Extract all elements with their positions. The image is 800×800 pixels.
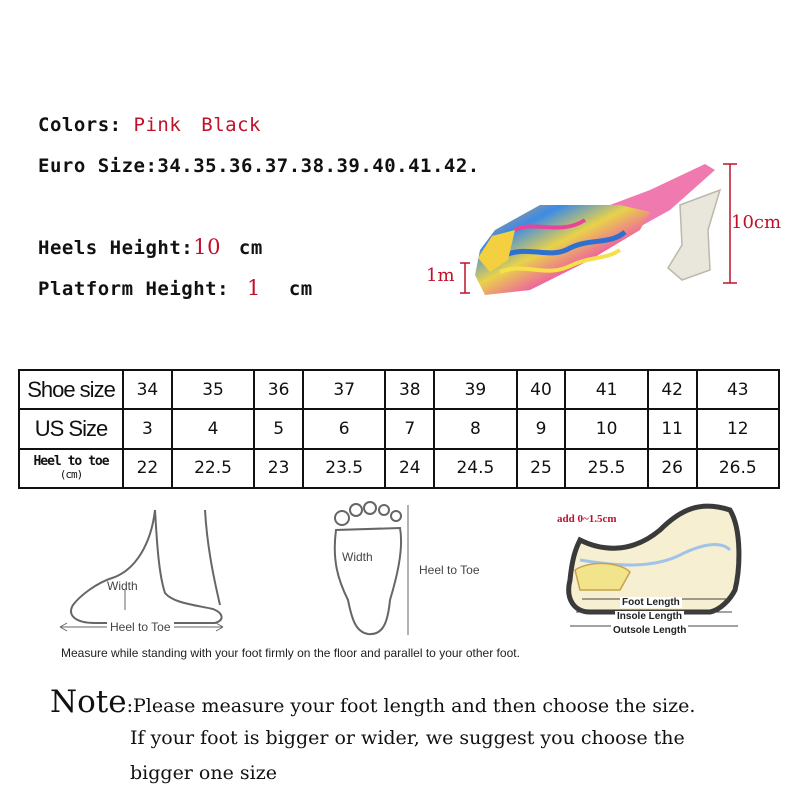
us-size-cell: 10 — [565, 409, 647, 448]
heel-to-toe-cell: 23 — [254, 449, 303, 488]
platform-height-unit: cm — [288, 278, 313, 300]
heel-to-toe-cell: 25 — [517, 449, 566, 488]
shoe-size-cell: 42 — [648, 370, 697, 409]
colors-line — [38, 114, 261, 136]
diagram-heel-to-toe-label-1: Heel to Toe — [107, 620, 174, 634]
row-header-shoe-size: Shoe size — [19, 370, 123, 409]
outsole-length-label: Outsole Length — [613, 625, 687, 636]
foot-length-label: Foot Length — [622, 597, 680, 608]
heel-to-toe-cell: 25.5 — [565, 449, 647, 488]
us-size-cell: 9 — [517, 409, 566, 448]
diagram-width-label-1: Width — [107, 579, 138, 593]
heel-height-label: Heels Height: — [38, 237, 194, 259]
heel-to-toe-cell: 24.5 — [434, 449, 516, 488]
diagram-width-label-2: Width — [342, 550, 373, 564]
heel-height-measure-label: 10cm — [731, 212, 782, 233]
us-size-cell: 5 — [254, 409, 303, 448]
row-header-us-size: US Size — [19, 409, 123, 448]
heel-to-toe-cell: 26.5 — [697, 449, 779, 488]
size-chart-table — [18, 369, 780, 489]
shoe-size-cell: 35 — [172, 370, 254, 409]
us-size-cell: 8 — [434, 409, 516, 448]
insole-length-label: Insole Length — [617, 611, 682, 622]
heel-to-toe-cell: 23.5 — [303, 449, 385, 488]
shoe-size-cell: 43 — [697, 370, 779, 409]
row-header-heel-to-toe — [19, 449, 123, 488]
platform-height-line — [38, 276, 313, 300]
shoe-size-row — [19, 370, 779, 409]
platform-height-value: 1 — [246, 276, 261, 300]
heel-height-value: 10 — [193, 235, 221, 259]
heel-to-toe-cell: 24 — [385, 449, 434, 488]
us-size-cell: 6 — [303, 409, 385, 448]
color-black: Black — [201, 114, 261, 136]
shoe-size-cell: 41 — [565, 370, 647, 409]
euro-size-line — [38, 155, 480, 177]
note-label: Note — [50, 684, 127, 720]
add-allowance-label: add 0~1.5cm — [557, 513, 617, 525]
diagram-heel-to-toe-label-2: Heel to Toe — [419, 563, 480, 577]
euro-size-values: 34.35.36.37.38.39.40.41.42. — [157, 155, 480, 177]
note-colon: : — [126, 695, 133, 717]
measure-instruction: Measure while standing with your foot firmly on the floor and parallel to your other foot. — [61, 646, 520, 660]
heel-height-line — [38, 235, 263, 259]
shoe-size-cell: 40 — [517, 370, 566, 409]
us-size-cell: 11 — [648, 409, 697, 448]
heel-height-unit: cm — [238, 237, 263, 259]
platform-height-label: Platform Height: — [38, 278, 230, 300]
heel-to-toe-row — [19, 449, 779, 488]
colors-label: Colors: — [38, 114, 122, 136]
heel-to-toe-unit: (cm) — [59, 468, 83, 482]
us-size-row — [19, 409, 779, 448]
note-text-1: Please measure your foot length and then choose the size. — [133, 695, 696, 717]
heel-to-toe-cell: 22 — [123, 449, 172, 488]
us-size-cell: 12 — [697, 409, 779, 448]
note-line-3: bigger one size — [130, 762, 277, 784]
heel-to-toe-cell: 26 — [648, 449, 697, 488]
us-size-cell: 4 — [172, 409, 254, 448]
color-pink: Pink — [133, 114, 182, 136]
heel-to-toe-label: Heel to toe — [33, 454, 109, 470]
us-size-cell: 7 — [385, 409, 434, 448]
euro-size-label: Euro Size: — [38, 155, 158, 177]
note-line-1 — [50, 684, 695, 720]
note-line-2: If your foot is bigger or wider, we suggest you choose the — [130, 727, 685, 749]
shoe-size-cell: 36 — [254, 370, 303, 409]
us-size-cell: 3 — [123, 409, 172, 448]
foot-sole-diagram — [328, 500, 428, 640]
shoe-size-cell: 38 — [385, 370, 434, 409]
shoe-size-cell: 37 — [303, 370, 385, 409]
heel-to-toe-cell: 22.5 — [172, 449, 254, 488]
platform-measure-label: 1m — [426, 265, 455, 286]
shoe-size-cell: 34 — [123, 370, 172, 409]
shoe-size-cell: 39 — [434, 370, 516, 409]
